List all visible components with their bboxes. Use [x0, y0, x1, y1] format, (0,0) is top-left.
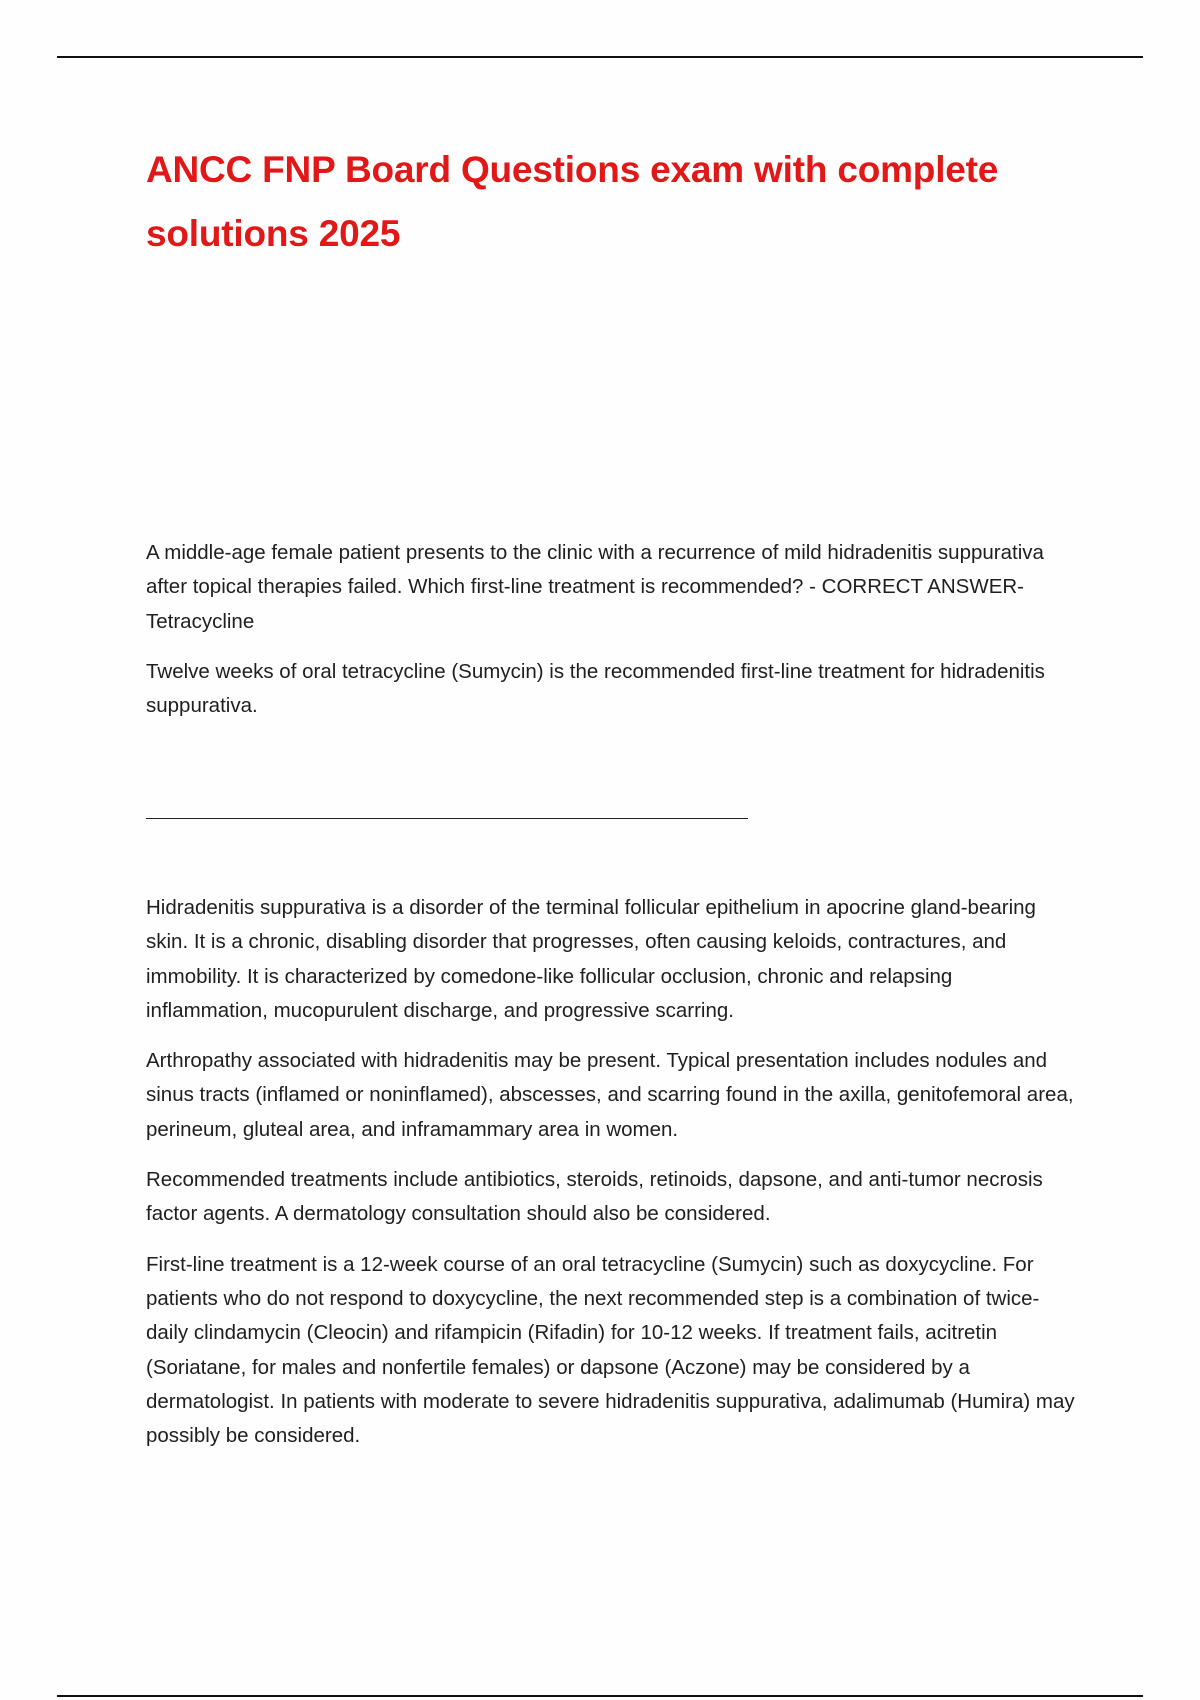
question-block: [146, 536, 1076, 739]
question-text: A middle-age female patient presents to the clinic with a recurrence of mild hidradenitis suppurativa after topical therapies failed. Which first-line treatment is recommended? - CORRECT ANSWER-Tetracycline: [146, 541, 1044, 633]
header-rule: [57, 56, 1143, 58]
paragraph-first-line-treatment: First-line treatment is a 12-week course of an oral tetracycline (Sumycin) such as doxycycline. For patients who do not respond to doxycycline, the next recommended step is a combination of twice-daily clindamycin (Cleocin) and rifampicin (Rifadin) for 10-12 weeks. If treatment fails, acitretin (Soriatane, for males and nonfertile females) or dapsone (Aczone) may be considered by a dermatologist. In patients with moderate to severe hidradenitis suppurativa, adalimumab (Humira) may possibly be considered.: [146, 1252, 1075, 1448]
footer-rule: [57, 1695, 1143, 1697]
explanation-block: [146, 891, 1076, 1469]
paragraph-presentation: Arthropathy associated with hidradenitis may be present. Typical presentation includes nodules and sinus tracts (inflamed or noninflamed), abscesses, and scarring found in the axilla, genitofemoral area, perineum, gluteal area, and inframammary area in women.: [146, 1049, 1074, 1141]
paragraph-definition: Hidradenitis suppurativa is a disorder of the terminal follicular epithelium in apocrine gland-bearing skin. It is a chronic, disabling disorder that progresses, often causing keloids, contractures, and immobility. It is characterized by comedone-like follicular occlusion, chronic and relapsing inflammation, mucopurulent discharge, and progressive scarring.: [146, 896, 1036, 1022]
document-title: ANCC FNP Board Questions exam with complete solutions 2025: [146, 149, 999, 254]
paragraph-recommended-treatments: Recommended treatments include antibiotics, steroids, retinoids, dapsone, and anti-tumor necrosis factor agents. A dermatology consultation should also be considered.: [146, 1168, 1043, 1226]
separator-line: [146, 818, 748, 819]
answer-explanation: Twelve weeks of oral tetracycline (Sumycin) is the recommended first-line treatment for hidradenitis suppurativa.: [146, 659, 1045, 718]
